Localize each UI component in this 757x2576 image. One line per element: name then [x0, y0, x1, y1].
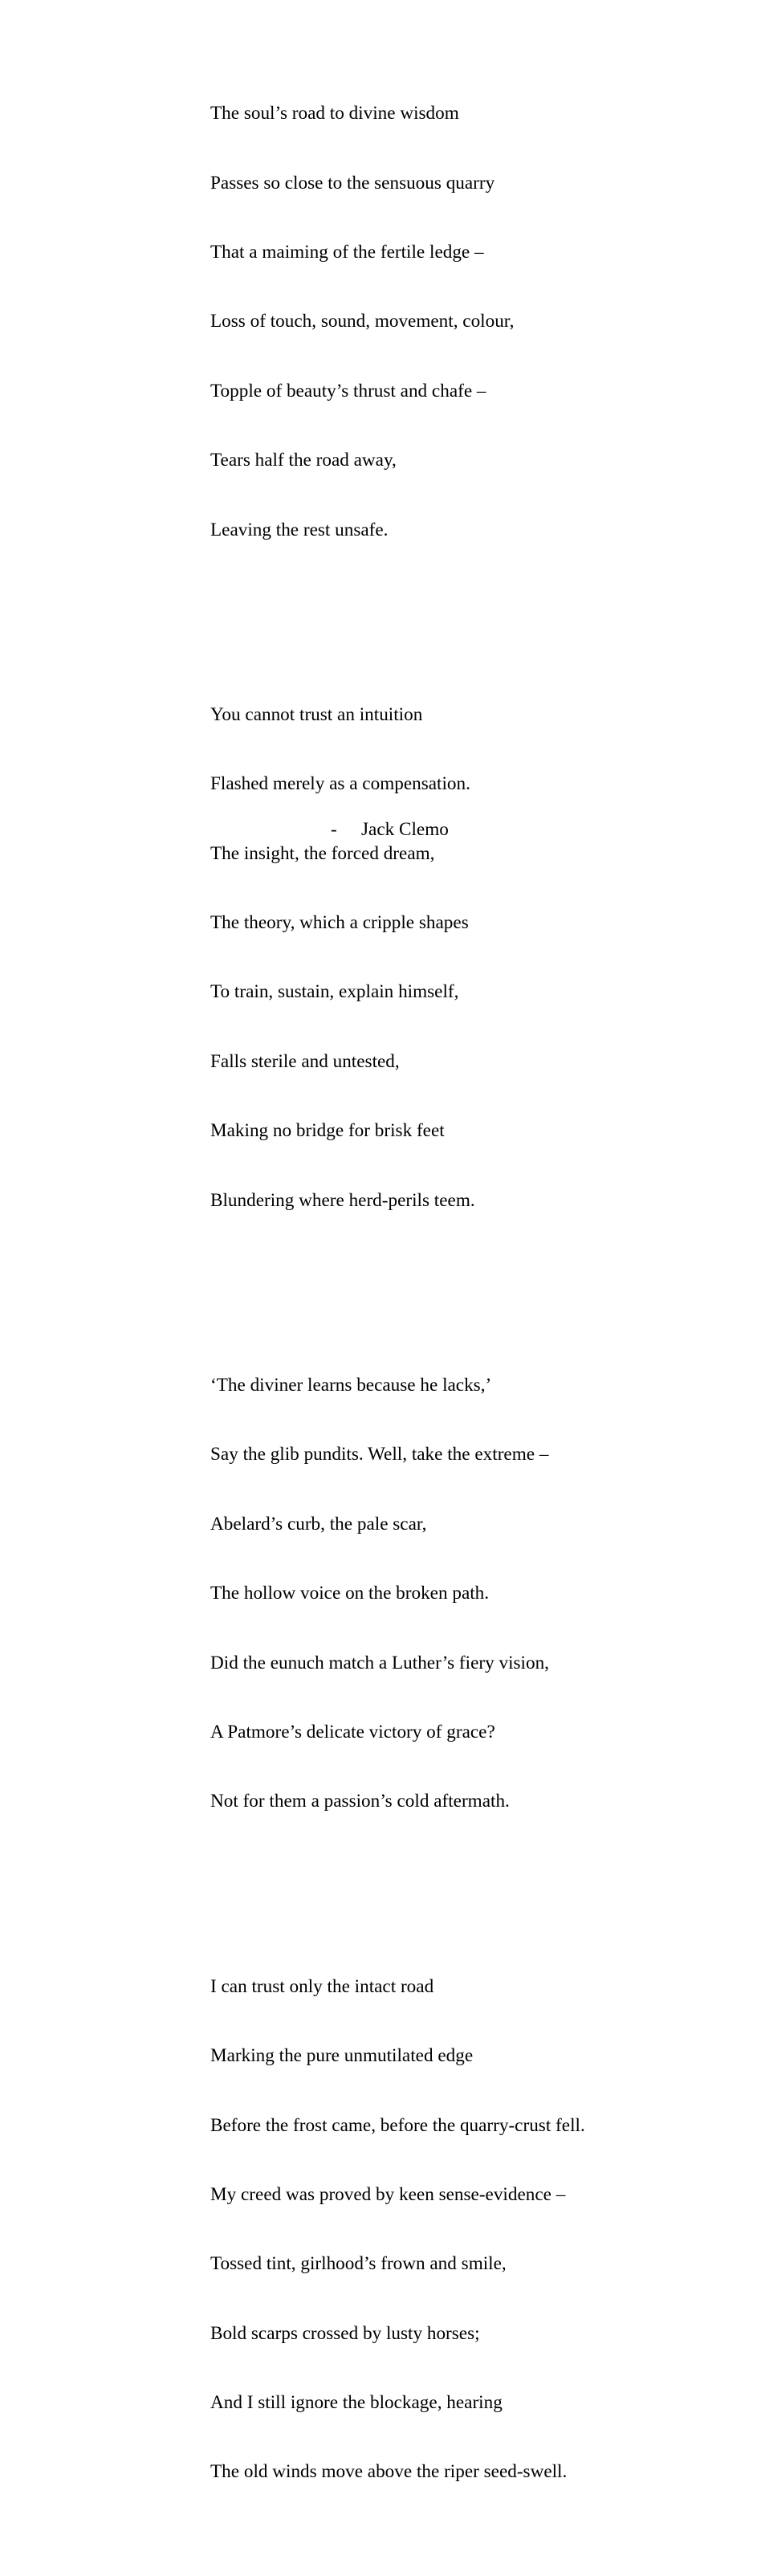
poem-line: Not for them a passion’s cold aftermath. — [210, 1791, 510, 1812]
poem-line: The hollow voice on the broken path. — [210, 1583, 490, 1604]
poem-line: Bold scarps crossed by lusty horses; — [210, 2322, 480, 2344]
poem-line: Marking the pure unmutilated edge — [210, 2045, 474, 2067]
poem-line: Making no bridge for brisk feet — [210, 1120, 445, 1142]
poem-line: The theory, which a cripple shapes — [210, 912, 469, 934]
poem-line: Topple of beauty’s thrust and chafe – — [210, 380, 486, 401]
poem-line: Falls sterile and untested, — [210, 1050, 400, 1072]
poem-line: That a maiming of the fertile ledge – — [210, 241, 484, 263]
poem-line: Say the glib pundits. Well, take the extreme – — [210, 1444, 549, 1465]
poem-line: Loss of touch, sound, movement, colour, — [210, 311, 515, 332]
author-name: Jack Clemo — [361, 819, 449, 840]
stanza-1 — [210, 56, 585, 588]
poem-line: To train, sustain, explain himself, — [210, 981, 459, 1003]
poem-line: The soul’s road to divine wisdom — [210, 103, 459, 124]
author-attribution — [331, 818, 449, 842]
stanza-3 — [210, 1327, 585, 1859]
poem-line: I can trust only the intact road — [210, 1975, 434, 1997]
poem-line: Tossed tint, girlhood’s frown and smile, — [210, 2253, 507, 2275]
stanza-4 — [210, 1929, 585, 2530]
attribution-dash: - — [331, 819, 337, 840]
poem-line: A Patmore’s delicate victory of grace? — [210, 1721, 495, 1742]
poem-line: You cannot trust an intuition — [210, 703, 423, 725]
poem-line: Abelard’s curb, the pale scar, — [210, 1513, 427, 1535]
poem-line: And I still ignore the blockage, hearing — [210, 2392, 503, 2414]
poem-line: The insight, the forced dream, — [210, 842, 435, 864]
poem-line: Before the frost came, before the quarry-crust fell. — [210, 2114, 585, 2136]
poem-line: Tears half the road away, — [210, 450, 397, 471]
stanza-2 — [210, 657, 585, 1258]
poem-line: Flashed merely as a compensation. — [210, 773, 470, 795]
poem-line: The old winds move above the riper seed-swell. — [210, 2461, 568, 2483]
poem-line: ‘The diviner learns because he lacks,’ — [210, 1375, 492, 1396]
poem-line: Leaving the rest unsafe. — [210, 519, 389, 540]
poem-line: Blundering where herd-perils teem. — [210, 1189, 475, 1211]
poem-line: My creed was proved by keen sense-evidence – — [210, 2183, 566, 2205]
poem-body — [210, 10, 585, 2576]
poem-line: Did the eunuch match a Luther’s fiery vision, — [210, 1652, 549, 1673]
poem-line: Passes so close to the sensuous quarry — [210, 172, 495, 194]
